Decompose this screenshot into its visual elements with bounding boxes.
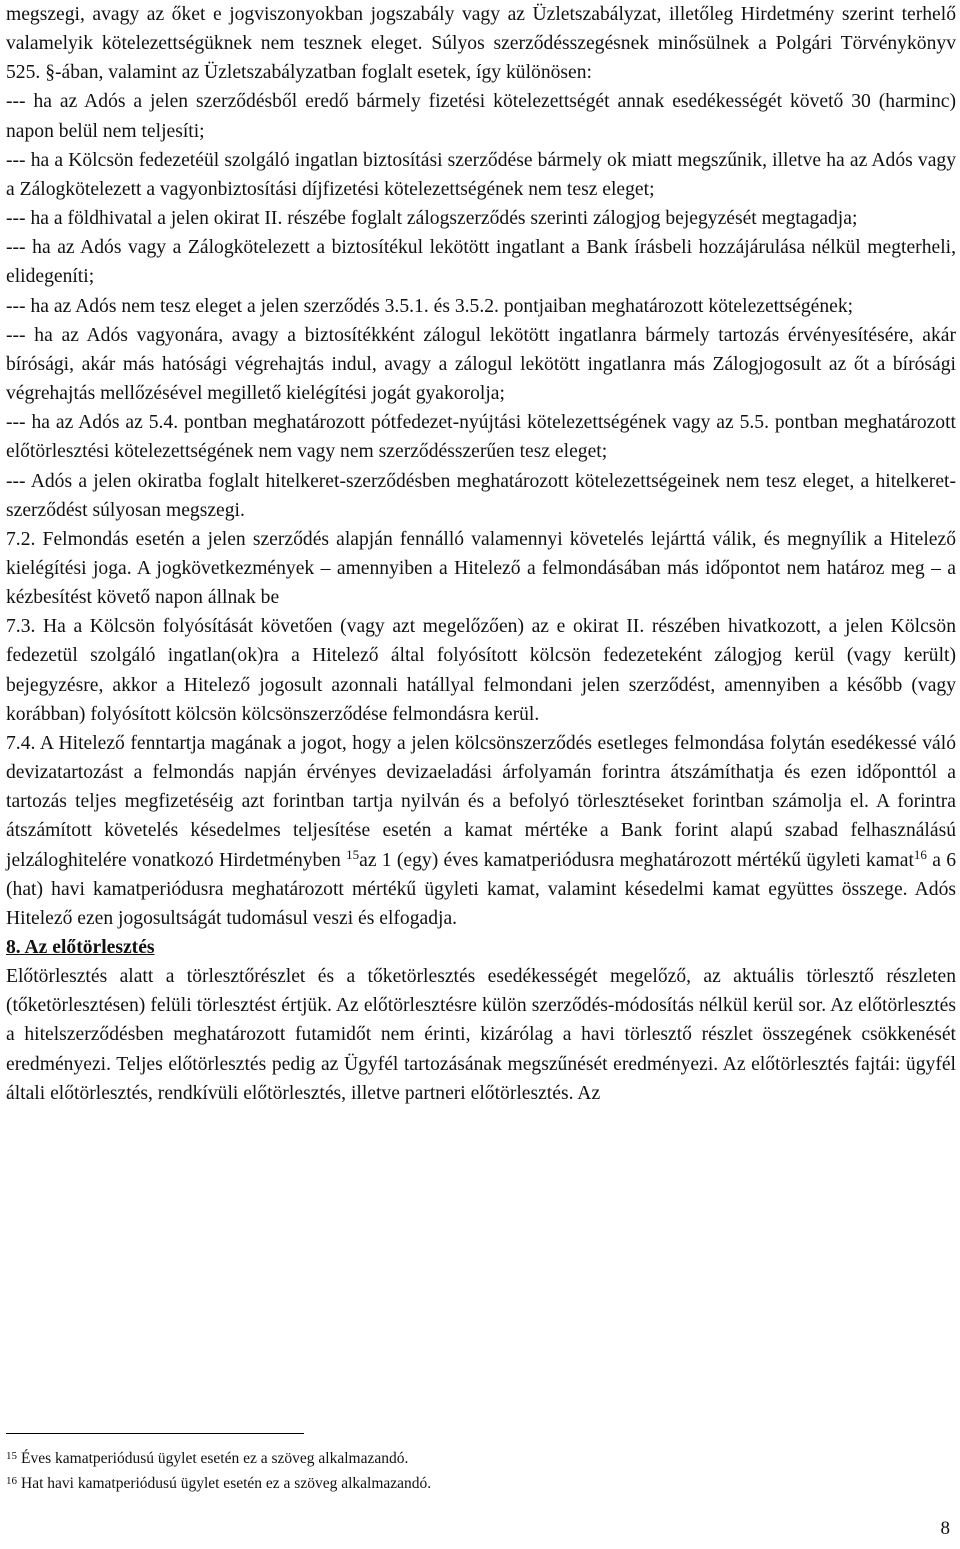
paragraph-7-2: 7.2. Felmondás esetén a jelen szerződés alapján fennálló valamennyi követelés lejárttá válik, és megnyílik a Hitelező kielégítési joga. A jogkövetkezmények – amennyiben a Hitelező a felmondásában más időpontot nem határoz meg – a kézbesítést követő napon állnak be bbox=[6, 528, 956, 609]
paragraph-intro: megszegi, avagy az őket e jogviszonyokban jogszabály vagy az Üzletszabályzat, illetőleg Hirdetmény szerint terhelő valamelyik kötelezettségüknek nem tesznek eleget. Súlyos szerződésszegésnek minősülnek a Polgári Törvénykönyv 525. §-ában, valamint az Üzletszabályzatban foglalt esetek, így különösen: bbox=[6, 4, 956, 84]
section-8-text: Előtörlesztés alatt a törlesztőrészlet és a tőketörlesztés esedékességét megelőző, az aktuális törlesztő részleten (tőketörlesztésen) felüli törlesztést értjük. Az előtörlesztésre külön szerződés-módosítás nélkül kerül sor. Az előtörlesztés a hitelszerződésben meghatározott futamidőt nem érinti, kizárólag a havi törlesztő részlet összegének csökkenését eredményezi. Teljes előtörlesztés pedig az Ügyfél tartozásának megszűnését eredményezi. Az előtörlesztés fajtái: ügyfél általi előtörlesztés, rendkívüli előtörlesztés, illetve partneri előtörlesztés. Az bbox=[6, 966, 956, 1104]
paragraph-7-3: 7.3. Ha a Kölcsön folyósítását követően (vagy azt megelőzően) az e okirat II. részében hivatkozott, a jelen Kölcsön fedezetül szolgáló ingatlan(ok)ra a Hitelező által folyósított kölcsön fedezeteként zálogjog kerül (vagy került) bejegyzésre, akkor a Hitelező jogosult azonnali hatállyal felmondani jelen szerződést, amennyiben a később (vagy korábban) folyósított kölcsön kölcsönszerződése felmondásra kerül. bbox=[6, 616, 956, 725]
list-item-obligations: --- ha az Adós nem tesz eleget a jelen szerződés 3.5.1. és 3.5.2. pontjaiban meghatározott kötelezettségének; bbox=[6, 295, 854, 317]
footnote-ref-16[interactable]: 16 bbox=[913, 846, 927, 862]
section-heading: 8. Az előtörlesztés bbox=[6, 937, 155, 958]
section-8-heading bbox=[6, 933, 956, 962]
list-item-credit-line: --- Adós a jelen okiratba foglalt hitelkeret-szerződésben meghatározott kötelezettségeinek nem tesz eleget, a hitelkeret-szerződést súlyosan megszegi. bbox=[6, 470, 956, 521]
footnote-15 bbox=[6, 1445, 946, 1470]
list-item-land-registry: --- ha a földhivatal a jelen okirat II. részébe foglalt zálogszerződés szerinti zálogjog bejegyzését megtagadja; bbox=[6, 208, 858, 230]
footnote-16 bbox=[6, 1470, 946, 1495]
paragraph-7-4-text-b: az 1 (egy) éves kamatperiódusra meghatározott mértékű ügyleti kamat bbox=[359, 849, 914, 871]
paragraph-7-4-text-a: 7.4. A Hitelező fenntartja magának a jogot, hogy a jelen kölcsönszerződés esetleges felmondása folytán esedékessé váló devizatartozást a felmondás napján érvényes devizaeladási árfolyamán forintra átszámíthatja és ezen időponttól a tartozás teljes megfizetéséig azt forintban tartja nyilván és a befolyó törlesztéseket forintban számolja el. A forintra átszámított követelés késedelmes teljesítése esetén a kamat mértéke a Bank forint alapú szabad felhasználású jelzáloghitelére vonatkozó Hirdetményben bbox=[6, 732, 956, 871]
footnote-number: 15 bbox=[6, 1450, 17, 1462]
list-item-encumbrance: --- ha az Adós vagy a Zálogkötelezett a biztosítékul lekötött ingatlant a Bank írásbeli hozzájárulása nélkül megterheli, elidegeníti; bbox=[6, 237, 956, 288]
paragraph-7-4-text-c: a 6 (hat) havi kamatperiódusra meghatározott mértékű ügyleti kamat, valamint késedelmi kamat együttes összege. Adós Hitelező ezen jogosultságát tudomásul veszi és elfogadja. bbox=[6, 849, 956, 929]
footnote-text: Hat havi kamatperiódusú ügylet esetén ez a szöveg alkalmazandó. bbox=[21, 1475, 432, 1492]
footnote-ref-15[interactable]: 15 bbox=[346, 846, 360, 862]
page-number: 8 bbox=[940, 1518, 950, 1539]
body-text bbox=[6, 0, 956, 1108]
footnote-divider bbox=[6, 1433, 304, 1434]
list-item-payment-default: --- ha az Adós a jelen szerződésből eredő bármely fizetési kötelezettségét annak esedékességét követő 30 (harminc) napon belül nem teljesíti; bbox=[6, 91, 956, 142]
footnote-number: 16 bbox=[6, 1475, 17, 1487]
list-item-collateral: --- ha az Adós az 5.4. pontban meghatározott pótfedezet-nyújtási kötelezettségének vagy az 5.5. pontban meghatározott előtörlesztési kötelezettségének nem vagy nem szerződésszerűen tesz eleget; bbox=[6, 412, 956, 463]
list-item-insurance: --- ha a Kölcsön fedezetéül szolgáló ingatlan biztosítási szerződése bármely ok miatt megszűnik, illetve ha az Adós vagy a Zálogkötelezett a vagyonbiztosítási díjfizetési kötelezettségének nem tesz eleget; bbox=[6, 149, 956, 200]
list-item-enforcement: --- ha az Adós vagyonára, avagy a biztosítékként zálogul lekötött ingatlanra bármely tartozás érvényesítésére, akár bírósági, akár más hatósági végrehajtás indul, avagy a zálogul lekötött ingatlanra más Zálogjogosult az őt a bírósági végrehajtás mellőzésével megillető kielégítési jogát gyakorolja; bbox=[6, 324, 956, 405]
paragraph-7-4 bbox=[6, 729, 956, 933]
footnote-text: Éves kamatperiódusú ügylet esetén ez a szöveg alkalmazandó. bbox=[21, 1450, 409, 1467]
footnotes bbox=[6, 1445, 946, 1495]
